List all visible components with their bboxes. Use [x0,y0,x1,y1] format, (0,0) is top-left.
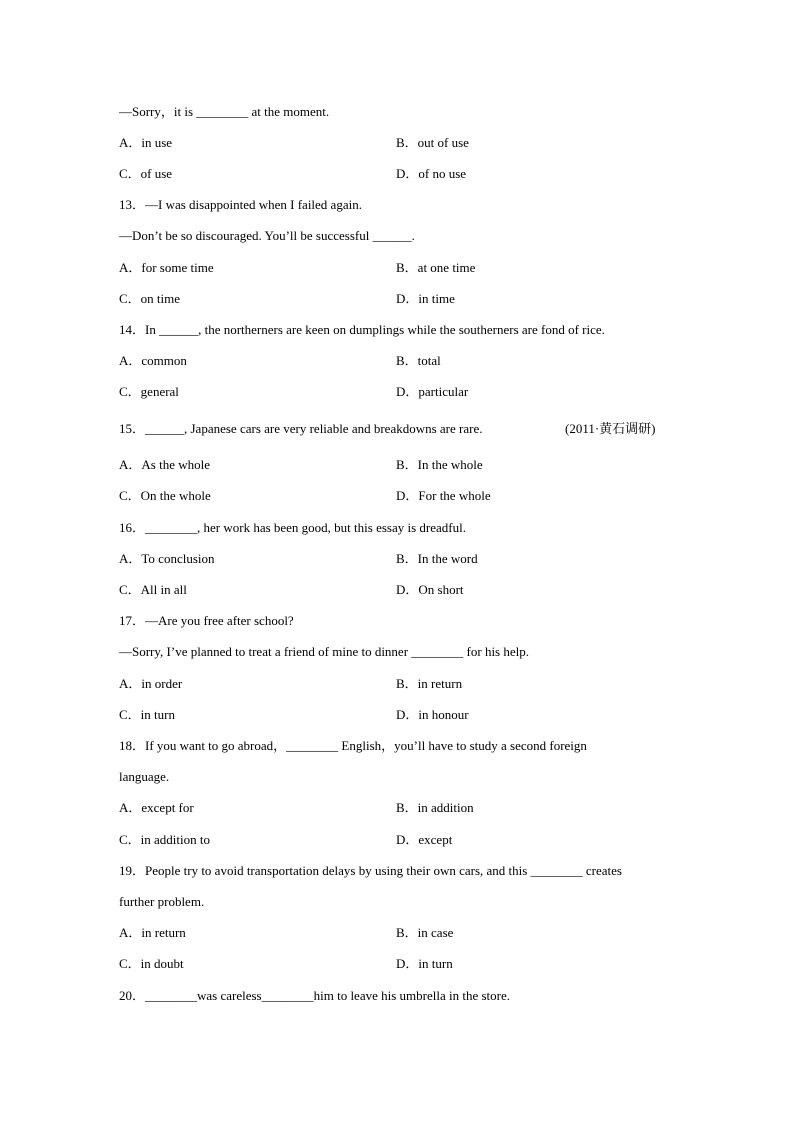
option-18-d: D．except [396,832,453,847]
question-20-stem: 20．________was careless________him to leave his umbrella in the store. [119,988,511,1003]
option-18-c: C．in addition to [119,832,211,847]
option-19-b: B．in case [396,925,454,940]
option-12-c: C．of use [119,166,173,181]
option-19-a: A．in return [119,925,186,940]
option-18-a: A．except for [119,800,194,815]
option-13-a: A．for some time [119,260,214,275]
option-12-d: D．of no use [396,166,467,181]
option-17-a: A．in order [119,676,183,691]
question-15-stem: 15．______, Japanese cars are very reliable and breakdowns are rare. [119,421,483,436]
option-14-a: A．common [119,353,187,368]
question-17-stem: 17．—Are you free after school? [119,613,294,628]
option-17-d: D．in honour [396,707,469,722]
option-17-c: C．in turn [119,707,175,722]
option-16-d: D．On short [396,582,464,597]
option-13-d: D．in time [396,291,455,306]
option-15-c: C．On the whole [119,488,211,503]
question-18-stem: 18．If you want to go abroad，________ English，you’ll have to study a second foreign [119,738,587,753]
question-19-stem: 19．People try to avoid transportation delays by using their own cars, and this ________ creates [119,863,622,878]
question-13-stem: 13．—I was disappointed when I failed again. [119,197,362,212]
option-12-b: B．out of use [396,135,469,150]
question-19-stem-continued: further problem. [119,894,205,909]
option-16-b: B．In the word [396,551,478,566]
option-18-b: B．in addition [396,800,474,815]
option-16-c: C．All in all [119,582,187,597]
question-18-stem-continued: language. [119,769,170,784]
option-15-b: B．In the whole [396,457,483,472]
option-16-a: A．To conclusion [119,551,215,566]
option-15-a: A．As the whole [119,457,210,472]
option-19-d: D．in turn [396,956,453,971]
option-14-d: D．particular [396,384,469,399]
option-13-c: C．on time [119,291,181,306]
source-tag: (2011·黄石调研) [565,421,656,436]
question-17-reply: —Sorry, I’ve planned to treat a friend of mine to dinner ________ for his help. [119,644,529,659]
option-15-d: D．For the whole [396,488,491,503]
question-14-stem: 14．In ______, the northerners are keen on dumplings while the southerners are fond of rice. [119,322,605,337]
question-13-reply: —Don’t be so discouraged. You’ll be successful ______. [119,228,415,243]
option-13-b: B．at one time [396,260,476,275]
option-14-c: C．general [119,384,179,399]
option-12-a: A．in use [119,135,173,150]
option-14-b: B．total [396,353,441,368]
option-17-b: B．in return [396,676,463,691]
option-19-c: C．in doubt [119,956,184,971]
question-16-stem: 16．________, her work has been good, but this essay is dreadful. [119,520,466,535]
question-12-stem: —Sorry，it is ________ at the moment. [119,104,330,119]
